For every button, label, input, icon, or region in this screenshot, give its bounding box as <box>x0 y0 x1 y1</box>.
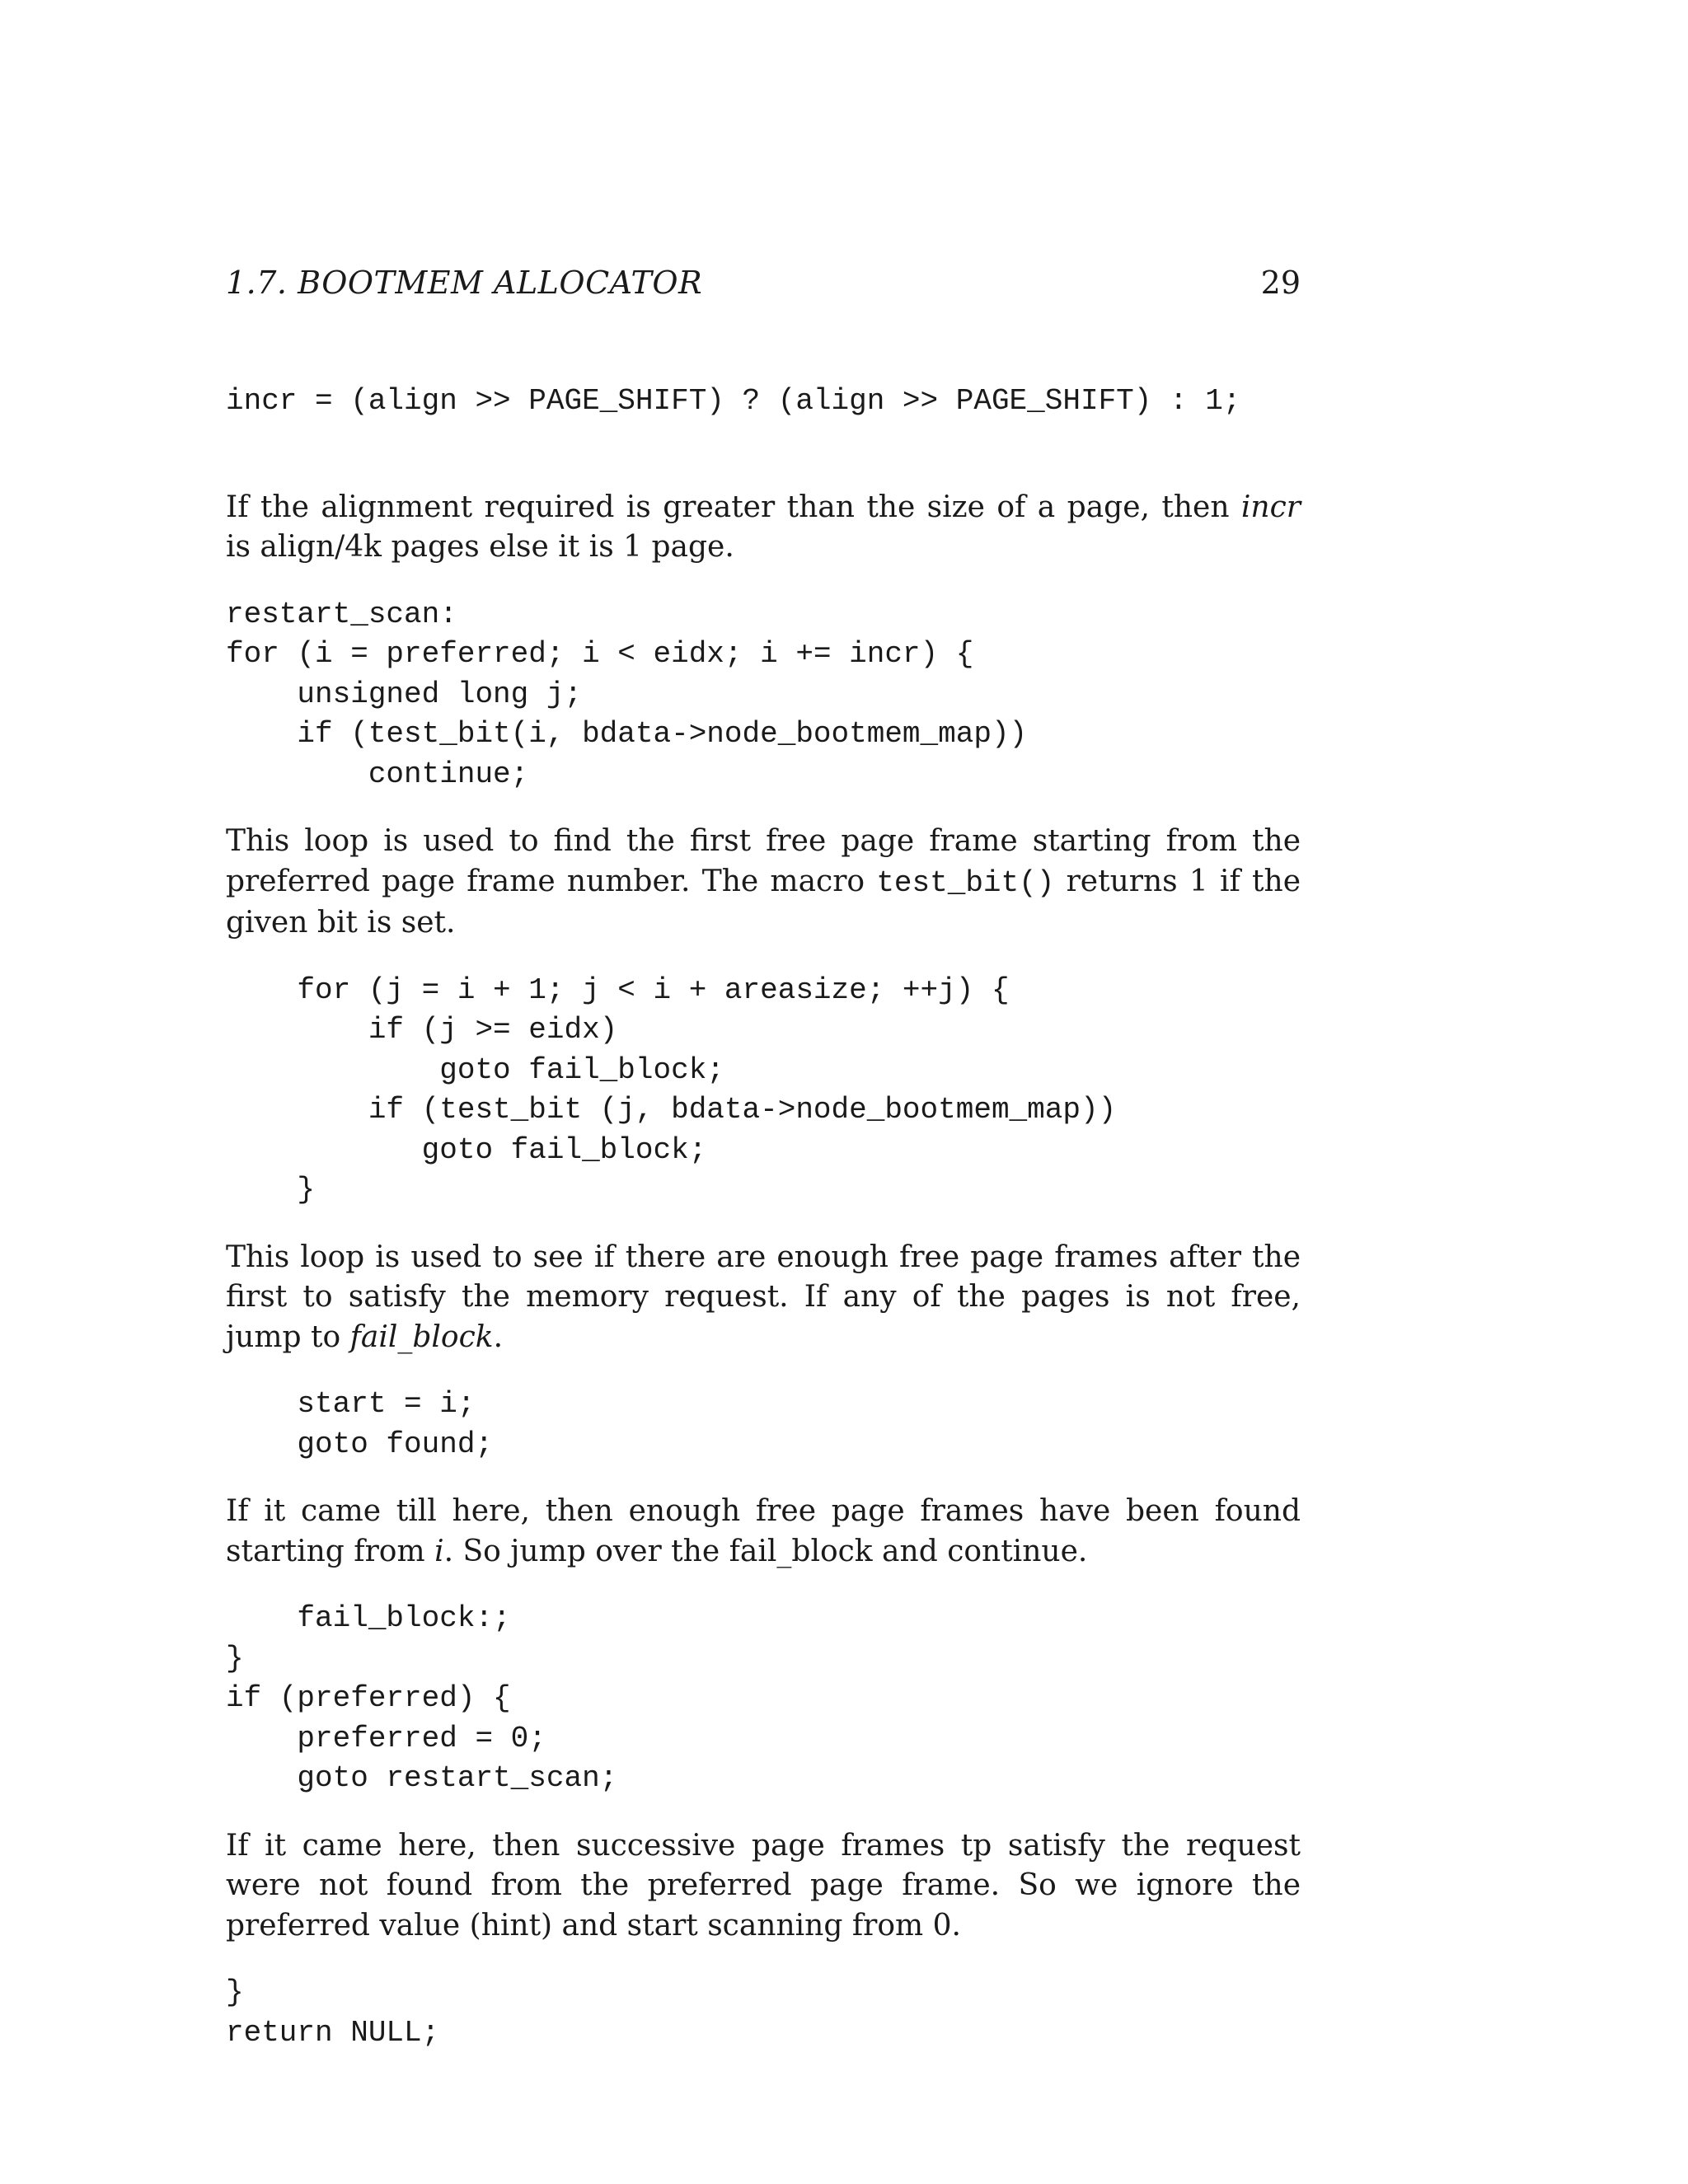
paragraph-alignment <box>226 488 1301 568</box>
paragraph-text: If the alignment required is greater than the size of a page, then <box>226 490 1241 524</box>
paragraph-restart: If it came here, then successive page frames tp satisfy the request were not found from the preferred page frame. So we ignore the preferred value (hint) and start scanning from 0. <box>226 1828 1301 1943</box>
inline-code-test-bit: test_bit() <box>876 865 1055 900</box>
code-block-restart-scan: restart_scan: for (i = preferred; i < eidx; i += incr) { unsigned long j; if (test_bit(i, bdata->node_bootmem_map)) continue; <box>226 597 1028 791</box>
code-block-return-null: } return NULL; <box>226 1975 440 2050</box>
emphasis-incr: incr <box>1240 490 1301 524</box>
paragraph-first-free <box>226 822 1301 944</box>
paragraph-text: If it came till here, then enough free page frames have been found starting from <box>226 1494 1301 1568</box>
emphasis-i: i <box>434 1534 444 1568</box>
paragraph-text: This loop is used to see if there are enough free page frames after the first to satisfy the memory request. If any of the pages is not free, jump to <box>226 1240 1301 1354</box>
paragraph-text: This loop is used to find the first free page frame starting from the preferred page frame number. The macro <box>226 824 1301 898</box>
paragraph-came-till-here <box>226 1492 1301 1572</box>
page-number: 29 <box>1260 265 1301 301</box>
book-page <box>226 262 1301 2053</box>
section-title: 1.7. BOOTMEM ALLOCATOR <box>226 265 703 301</box>
paragraph-text: returns 1 if the given bit is set. <box>226 864 1301 940</box>
paragraph-enough-frames <box>226 1238 1301 1358</box>
paragraph-text: . <box>493 1319 504 1354</box>
code-block-inner-loop: for (j = i + 1; j < i + areasize; ++j) { if (j >= eidx) goto fail_block; if (test_bit (j, bdata->node_bootmem_map)) goto fail_block; } <box>297 972 1117 1207</box>
code-block-incr: incr = (align >> PAGE_SHIFT) ? (align >> PAGE_SHIFT) : 1; <box>226 384 1241 418</box>
code-block-fail-block: fail_block:; } if (preferred) { preferred = 0; goto restart_scan; <box>226 1601 618 1795</box>
paragraph-text: is align/4k pages else it is 1 page. <box>226 530 734 564</box>
paragraph-text: . So jump over the fail_block and continue. <box>443 1534 1088 1568</box>
running-header <box>226 262 1301 303</box>
emphasis-fail-block: fail_block <box>349 1319 494 1354</box>
code-block-found: start = i; goto found; <box>297 1387 494 1461</box>
